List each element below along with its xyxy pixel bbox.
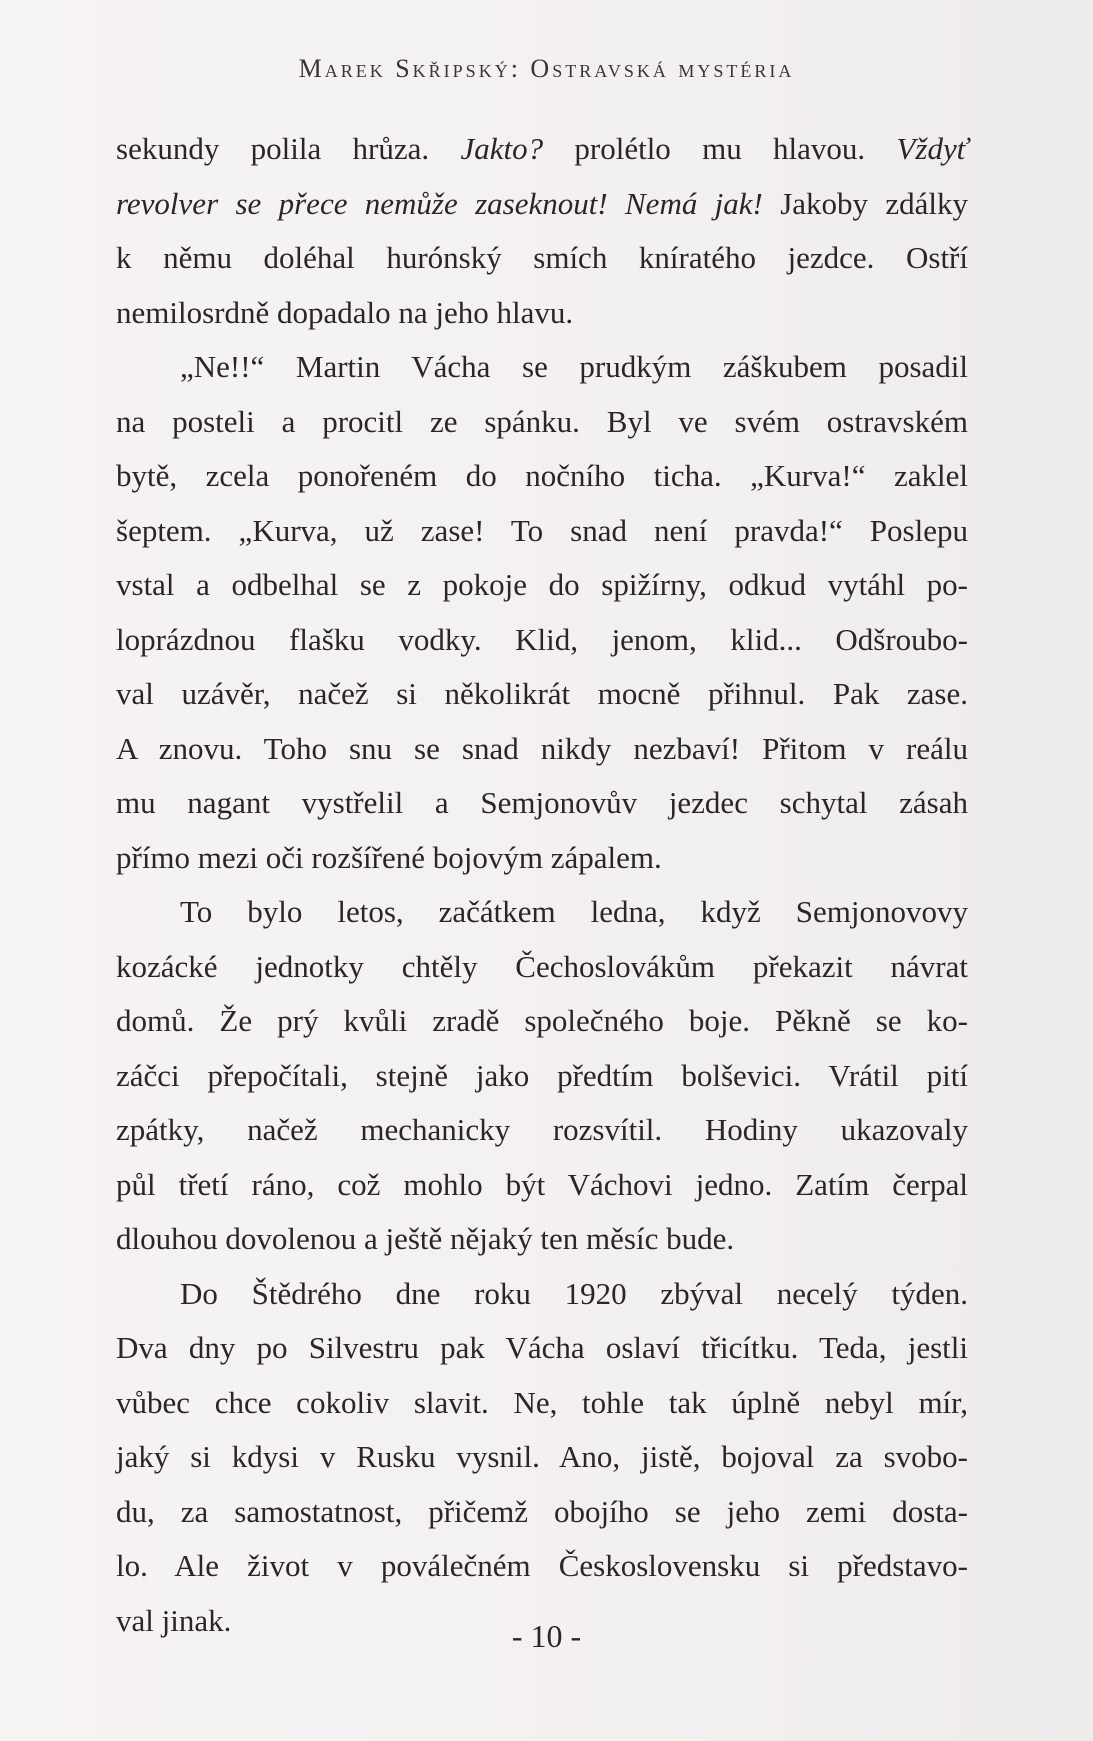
- text-line: [116, 286, 968, 341]
- text-segment: Jakoby zdálky: [762, 185, 968, 221]
- text-line: [116, 1485, 968, 1540]
- text-segment: domů. Že prý kvůli zradě společného boje. Pěkně se ko-: [116, 1003, 968, 1038]
- text-segment: Dva dny po Silvestru pak Vácha oslaví třicítku. Teda, jestli: [116, 1330, 968, 1365]
- text-segment: vstal a odbelhal se z pokoje do spižírny, odkud vytáhl po-: [116, 567, 968, 602]
- text-segment: nemilosrdně dopadalo na jeho hlavu.: [116, 294, 574, 330]
- text-segment: mu nagant vystřelil a Semjonovův jezdec schytal zásah: [116, 785, 968, 820]
- text-line: [116, 1430, 968, 1485]
- text-line: [116, 885, 968, 940]
- text-line: [116, 449, 968, 504]
- text-segment: k němu doléhal hurónský smích kníratého jezdce. Ostří: [116, 240, 968, 275]
- text-line: [116, 613, 968, 668]
- text-line: [116, 558, 968, 613]
- text-line: [116, 1049, 968, 1104]
- text-line: [116, 776, 968, 831]
- text-segment: jaký si kdysi v Rusku vysnil. Ano, jistě, bojoval za svobo-: [116, 1439, 968, 1474]
- text-segment: dlouhou dovolenou a ještě nějaký ten měsíc bude.: [116, 1221, 735, 1256]
- text-segment: záčci přepočítali, stejně jako předtím bolševici. Vrátil pití: [116, 1057, 968, 1093]
- text-segment: bytě, zcela ponořeném do nočního ticha. „Kurva!“ zaklel: [116, 458, 968, 493]
- text-segment: zpátky, načež mechanicky rozsvítil. Hodiny ukazovaly: [116, 1112, 968, 1147]
- text-line: [116, 395, 968, 450]
- text-line: [116, 831, 968, 886]
- text-line: [116, 1158, 968, 1213]
- italic-text: Jakto?: [460, 131, 544, 166]
- page-number: - 10 -: [511, 1618, 582, 1654]
- text-line: [116, 1376, 968, 1431]
- text-line: [116, 1103, 968, 1158]
- text-segment: lo. Ale život v poválečném Československu si představo-: [116, 1548, 968, 1583]
- text-segment: Do Štědrého dne roku 1920 zbýval necelý týden.: [180, 1275, 968, 1311]
- text-line: [116, 994, 968, 1049]
- text-segment: na posteli a procitl ze spánku. Byl ve svém ostravském: [116, 403, 968, 439]
- italic-text: revolver se přece nemůže zaseknout! Nemá jak!: [116, 185, 763, 221]
- text-segment: du, za samostatnost, přičemž obojího se jeho zemi dosta-: [116, 1493, 968, 1529]
- text-segment: přímo mezi oči rozšířené bojovým zápalem.: [116, 839, 662, 875]
- text-line: [116, 340, 968, 395]
- text-line: [116, 1321, 968, 1376]
- italic-text: Vždyť: [896, 131, 969, 166]
- text-line: [116, 1539, 968, 1594]
- text-line: [116, 122, 968, 177]
- text-line: [116, 1267, 968, 1322]
- text-segment: A znovu. Toho snu se snad nikdy nezbaví! Přitom v reálu: [116, 730, 968, 766]
- text-segment: To bylo letos, začátkem ledna, když Semjonovovy: [180, 894, 968, 929]
- text-segment: „Ne!!“ Martin Vácha se prudkým záškubem posadil: [180, 349, 968, 384]
- text-line: [116, 667, 968, 722]
- body-text: [116, 122, 968, 1648]
- text-line: [116, 504, 968, 559]
- text-segment: kozácké jednotky chtěly Čechoslovákům překazit návrat: [116, 948, 968, 984]
- text-line: [116, 1212, 968, 1267]
- text-segment: val jinak.: [116, 1602, 232, 1638]
- text-segment: val uzávěr, načež si několikrát mocně přihnul. Pak zase.: [116, 676, 968, 711]
- text-segment: půl třetí ráno, což mohlo být Váchovi jedno. Zatím čerpal: [116, 1166, 968, 1202]
- text-line: [116, 231, 968, 286]
- text-segment: sekundy polila hrůza.: [116, 131, 461, 166]
- text-segment: loprázdnou flašku vodky. Klid, jenom, klid... Odšroubo-: [116, 621, 968, 657]
- text-segment: prolétlo mu hlavou.: [543, 131, 897, 166]
- text-segment: šeptem. „Kurva, už zase! To snad není pravda!“ Poslepu: [116, 512, 968, 548]
- text-segment: vůbec chce cokoliv slavit. Ne, tohle tak úplně nebyl mír,: [116, 1384, 968, 1420]
- text-line: [116, 177, 968, 232]
- text-line: [116, 940, 968, 995]
- running-head: Marek Skřipský: Ostravská mystéria: [298, 54, 795, 83]
- text-line: [116, 722, 968, 777]
